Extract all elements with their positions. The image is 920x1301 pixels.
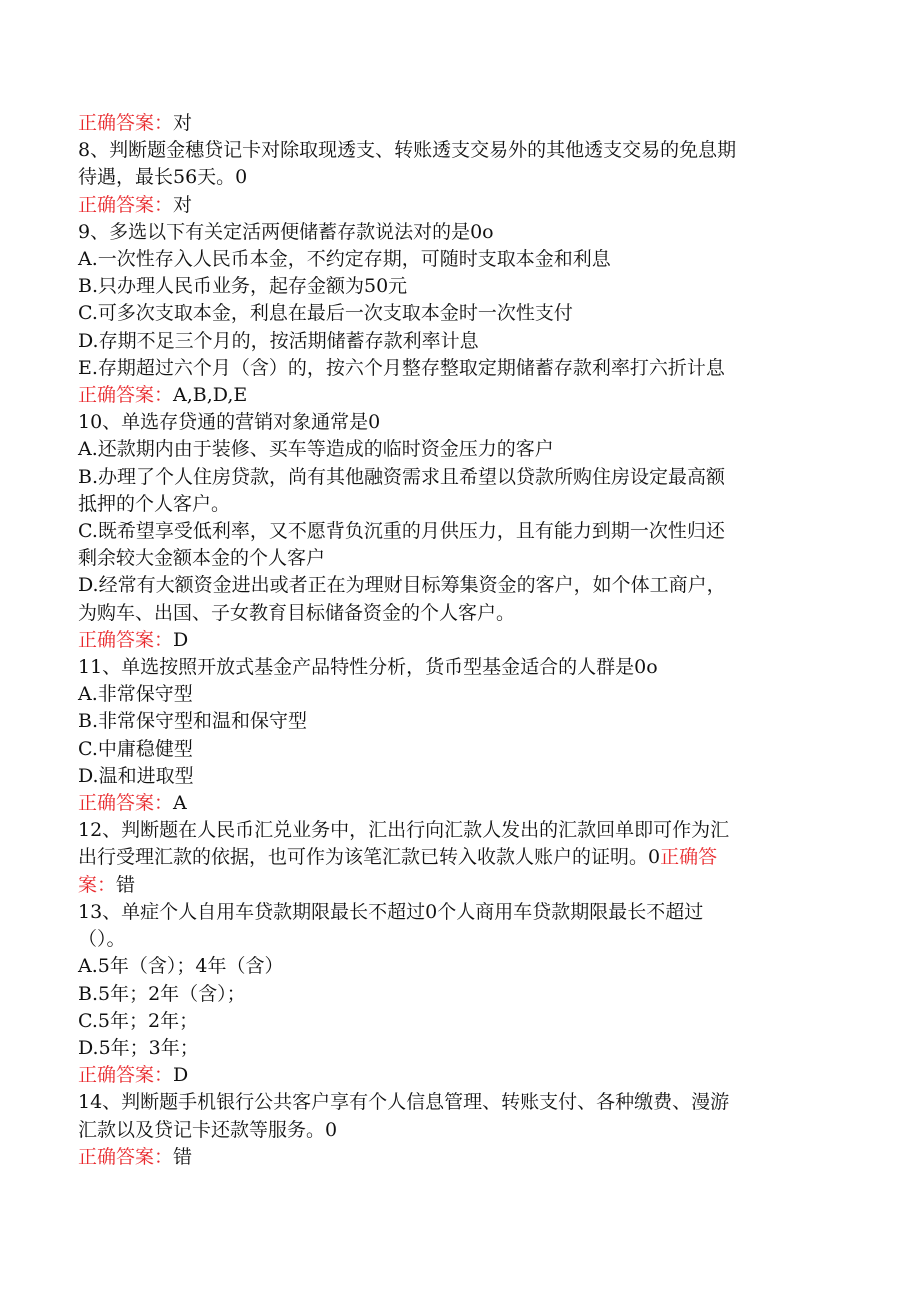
question-8-line-1: 8、判断题金穗贷记卡对除取现透支、转账透支交易外的其他透支交易的免息期 bbox=[78, 139, 737, 162]
question-9-option-d: D.存期不足三个月的，按活期储蓄存款利率计息 bbox=[78, 329, 479, 352]
question-12-line-1: 12、判断题在人民币汇兑业务中，汇出行向汇款人发出的汇款回单即可作为汇 bbox=[78, 819, 730, 842]
answer-line bbox=[78, 1062, 838, 1089]
answer-label: 正确答案： bbox=[78, 1145, 174, 1168]
answer-value: 错 bbox=[116, 873, 136, 896]
answer-line bbox=[78, 192, 838, 219]
answer-label-inline-start: 正确答 bbox=[660, 846, 718, 869]
question-11-option-a: A.非常保守型 bbox=[78, 683, 193, 706]
question-10-option-d-line-2: 为购车、出国、子女教育目标储备资金的个人客户。 bbox=[78, 601, 516, 624]
question-14-line-1: 14、判断题手机银行公共客户享有个人信息管理、转账支付、各种缴费、漫游 bbox=[78, 1091, 730, 1114]
answer-value: A bbox=[173, 792, 187, 815]
question-10-option-b-line-1: B.办理了个人住房贷款，尚有其他融资需求且希望以贷款所购住房设定最高额 bbox=[78, 465, 726, 488]
answer-label: 正确答案： bbox=[78, 792, 174, 815]
question-12-line-2 bbox=[78, 844, 838, 871]
answer-line bbox=[78, 110, 838, 137]
question-11-stem: 11、单选按照开放式基金产品特性分析，货币型基金适合的人群是0o bbox=[78, 656, 658, 679]
question-9-stem: 9、多选以下有关定活两便储蓄存款说法对的是0o bbox=[78, 220, 494, 243]
answer-value: D bbox=[173, 628, 189, 651]
answer-label: 正确答案： bbox=[78, 384, 174, 407]
question-12-line-2-text: 出行受理汇款的依据，也可作为该笔汇款已转入收款人账户的证明。0 bbox=[78, 846, 661, 869]
answer-line bbox=[78, 872, 838, 899]
question-13-option-a: A.5年（含）；4年（含） bbox=[78, 955, 284, 978]
answer-label: 正确答案： bbox=[78, 628, 174, 651]
answer-value: D bbox=[173, 1064, 189, 1087]
question-10-option-a: A.还款期内由于装修、买车等造成的临时资金压力的客户 bbox=[78, 438, 554, 461]
answer-line bbox=[78, 627, 838, 654]
question-13-line-1: 13、单症个人自用车贷款期限最长不超过0个人商用车贷款期限最长不超过 bbox=[78, 900, 704, 923]
question-9-option-c: C.可多次支取本金，利息在最后一次支取本金时一次性支付 bbox=[78, 302, 573, 325]
question-10-option-d-line-1: D.经常有大额资金进出或者正在为理财目标筹集资金的客户，如个体工商户， bbox=[78, 574, 726, 597]
question-10-option-b-line-2: 抵押的个人客户。 bbox=[78, 492, 231, 515]
answer-line bbox=[78, 1144, 838, 1171]
document-page bbox=[78, 110, 838, 1171]
question-8-line-2: 待遇，最长56天。0 bbox=[78, 166, 248, 189]
answer-line bbox=[78, 790, 838, 817]
answer-label-inline-end: 案： bbox=[78, 873, 117, 896]
answer-label: 正确答案： bbox=[78, 193, 174, 216]
question-11-option-c: C.中庸稳健型 bbox=[78, 737, 193, 760]
answer-line bbox=[78, 382, 838, 409]
answer-label: 正确答案： bbox=[78, 112, 174, 134]
question-10-option-c-line-2: 剩余较大金额本金的个人客户 bbox=[78, 547, 326, 570]
answer-value: 错 bbox=[173, 1145, 193, 1168]
question-11-option-b: B.非常保守型和温和保守型 bbox=[78, 710, 308, 733]
question-14-line-2: 汇款以及贷记卡还款等服务。0 bbox=[78, 1118, 338, 1141]
question-10-option-c-line-1: C.既希望享受低利率，又不愿背负沉重的月供压力，且有能力到期一次性归还 bbox=[78, 520, 725, 543]
question-13-option-d: D.5年；3年； bbox=[78, 1036, 199, 1059]
answer-value: 对 bbox=[173, 193, 193, 216]
question-13-option-b: B.5年；2年（含）； bbox=[78, 982, 246, 1005]
question-13-line-2: （）。 bbox=[78, 928, 126, 951]
question-11-option-d: D.温和进取型 bbox=[78, 764, 194, 787]
answer-value: A,B,D,E bbox=[173, 384, 248, 407]
question-10-stem: 10、单选存贷通的营销对象通常是0 bbox=[78, 411, 381, 434]
question-9-option-b: B.只办理人民币业务，起存金额为50元 bbox=[78, 275, 408, 298]
question-9-option-a: A.一次性存入人民币本金，不约定存期，可随时支取本金和利息 bbox=[78, 248, 611, 271]
question-13-option-c: C.5年；2年； bbox=[78, 1009, 199, 1032]
answer-label: 正确答案： bbox=[78, 1064, 174, 1087]
answer-value: 对 bbox=[173, 112, 193, 134]
question-9-option-e: E.存期超过六个月（含）的，按六个月整存整取定期储蓄存款利率打六折计息 bbox=[78, 356, 725, 379]
